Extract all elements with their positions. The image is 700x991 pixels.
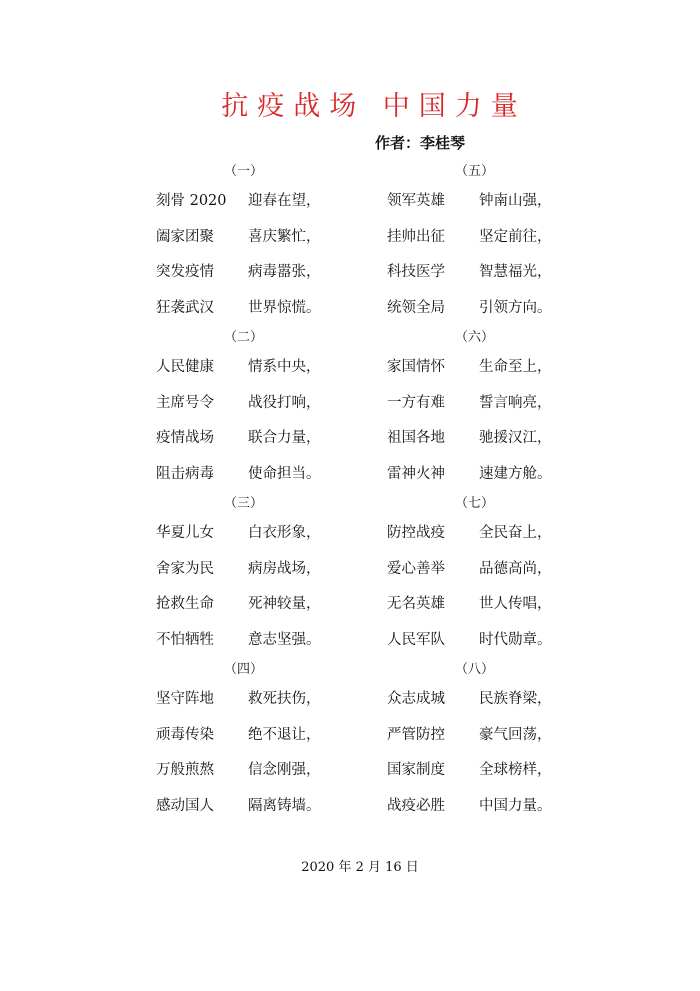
- line-first-phrase: 严管防控: [387, 726, 445, 743]
- stanza-heading: （七）: [454, 496, 494, 511]
- line-second-phrase: 全民奋上，: [479, 525, 552, 541]
- line-second-phrase: 白衣形象，: [248, 525, 321, 541]
- line-second-phrase: 隔离铸墙。: [248, 797, 321, 814]
- poem-line: [156, 682, 356, 718]
- poem-line: [156, 587, 356, 623]
- line-second-phrase: 速建方舱。: [479, 465, 552, 482]
- line-first-phrase: 家国情怀: [387, 359, 445, 375]
- stanza-heading: （三）: [223, 496, 263, 511]
- line-first-phrase: 防控战疫: [387, 525, 445, 541]
- poem-line: [387, 386, 587, 422]
- poem-line: [156, 623, 356, 659]
- line-first-phrase: 顽毒传染: [156, 726, 214, 743]
- line-second-phrase: 中国力量。: [479, 797, 552, 814]
- line-first-phrase: 领军英雄: [387, 193, 445, 209]
- line-first-phrase: 主席号令: [156, 394, 214, 411]
- line-first-phrase: 人民军队: [387, 631, 445, 648]
- stanza-heading: （六）: [454, 330, 494, 345]
- poem-line: [387, 623, 587, 659]
- poem-line: [387, 789, 587, 825]
- line-first-phrase: 众志成城: [387, 691, 445, 707]
- line-first-phrase: 统领全局: [387, 299, 445, 316]
- line-second-phrase: 品德高尚，: [479, 560, 552, 577]
- line-first-phrase: 无名英雄: [387, 596, 445, 612]
- poem-line: [156, 350, 356, 386]
- line-first-phrase: 祖国各地: [387, 430, 445, 446]
- poem-line: [156, 753, 356, 789]
- line-second-phrase: 病毒嚣张，: [248, 264, 321, 280]
- date-line: 2020 年 2 月 16 日: [301, 860, 419, 875]
- line-second-phrase: 喜庆繁忙，: [248, 228, 321, 245]
- right-column: [387, 160, 587, 824]
- stanza-heading: （四）: [223, 662, 263, 677]
- line-first-phrase: 突发疫情: [156, 264, 214, 280]
- line-second-phrase: 病房战场，: [248, 560, 321, 577]
- poem-line: [387, 184, 587, 220]
- line-second-phrase: 救死扶伤，: [248, 691, 321, 707]
- line-first-phrase: 一方有难: [387, 394, 445, 411]
- poem-line: [387, 457, 587, 493]
- line-second-phrase: 世人传唱，: [479, 596, 552, 612]
- line-second-phrase: 情系中央，: [248, 359, 321, 375]
- line-first-phrase: 爱心善举: [387, 560, 445, 577]
- line-first-phrase: 刻骨 2020: [156, 193, 227, 209]
- line-second-phrase: 钟南山强，: [479, 193, 552, 209]
- stanza-heading: （二）: [223, 330, 263, 345]
- poem-line: [387, 220, 587, 256]
- poem-title: 抗疫战场 中国力量: [221, 91, 527, 122]
- line-second-phrase: 智慧福光，: [479, 264, 552, 280]
- stanza-heading: （五）: [454, 164, 494, 179]
- line-second-phrase: 迎春在望，: [248, 193, 321, 209]
- line-first-phrase: 人民健康: [156, 359, 214, 375]
- poem-line: [156, 291, 356, 327]
- poem-line: [156, 421, 356, 457]
- poem-line: [387, 291, 587, 327]
- line-first-phrase: 华夏儿女: [156, 525, 214, 541]
- line-first-phrase: 万般煎熬: [156, 762, 214, 778]
- line-second-phrase: 战役打响，: [248, 394, 321, 411]
- poem-line: [387, 718, 587, 754]
- poem-line: [387, 587, 587, 623]
- line-second-phrase: 民族脊梁，: [479, 691, 552, 707]
- line-second-phrase: 意志坚强。: [248, 631, 321, 648]
- line-second-phrase: 豪气回荡，: [479, 726, 552, 743]
- stanza-heading: （一）: [223, 164, 263, 179]
- line-second-phrase: 绝不退让，: [248, 726, 321, 743]
- line-second-phrase: 坚定前往，: [479, 228, 552, 245]
- line-second-phrase: 联合力量，: [248, 430, 321, 446]
- line-second-phrase: 生命至上，: [479, 359, 552, 375]
- poem-line: [156, 386, 356, 422]
- line-second-phrase: 誓言响亮，: [479, 394, 552, 411]
- line-first-phrase: 舍家为民: [156, 560, 214, 577]
- poem-line: [387, 516, 587, 552]
- line-second-phrase: 世界惊慌。: [248, 299, 321, 316]
- stanza-heading: （八）: [454, 662, 494, 677]
- line-first-phrase: 挂帅出征: [387, 228, 445, 245]
- line-first-phrase: 战疫必胜: [387, 797, 445, 814]
- poem-line: [156, 516, 356, 552]
- poem-line: [156, 220, 356, 256]
- line-second-phrase: 驰援汉江，: [479, 430, 552, 446]
- line-first-phrase: 疫情战场: [156, 430, 214, 446]
- author-line: 作者：李桂琴: [374, 134, 465, 152]
- poem-line: [387, 552, 587, 588]
- poem-line: [387, 255, 587, 291]
- line-second-phrase: 信念刚强，: [248, 762, 321, 778]
- line-second-phrase: 时代勋章。: [479, 631, 552, 648]
- line-first-phrase: 雷神火神: [387, 465, 445, 482]
- poem-line: [156, 789, 356, 825]
- line-first-phrase: 阻击病毒: [156, 465, 214, 482]
- poem-line: [387, 753, 587, 789]
- poem-line: [156, 255, 356, 291]
- poem-line: [387, 421, 587, 457]
- line-second-phrase: 全球榜样，: [479, 762, 552, 778]
- line-first-phrase: 不怕牺牲: [156, 631, 214, 648]
- line-first-phrase: 狂袭武汉: [156, 299, 214, 316]
- poem-line: [156, 457, 356, 493]
- poem-line: [156, 718, 356, 754]
- poem-line: [387, 350, 587, 386]
- line-second-phrase: 使命担当。: [248, 465, 321, 482]
- line-first-phrase: 国家制度: [387, 762, 445, 778]
- line-first-phrase: 坚守阵地: [156, 691, 214, 707]
- left-column: [156, 160, 356, 824]
- poem-line: [387, 682, 587, 718]
- line-first-phrase: 抢救生命: [156, 596, 214, 612]
- line-first-phrase: 阖家团聚: [156, 228, 214, 245]
- line-second-phrase: 死神较量，: [248, 596, 321, 612]
- line-first-phrase: 科技医学: [387, 264, 445, 280]
- poem-line: [156, 184, 356, 220]
- poem-line: [156, 552, 356, 588]
- line-first-phrase: 感动国人: [156, 797, 214, 814]
- line-second-phrase: 引领方向。: [479, 299, 552, 316]
